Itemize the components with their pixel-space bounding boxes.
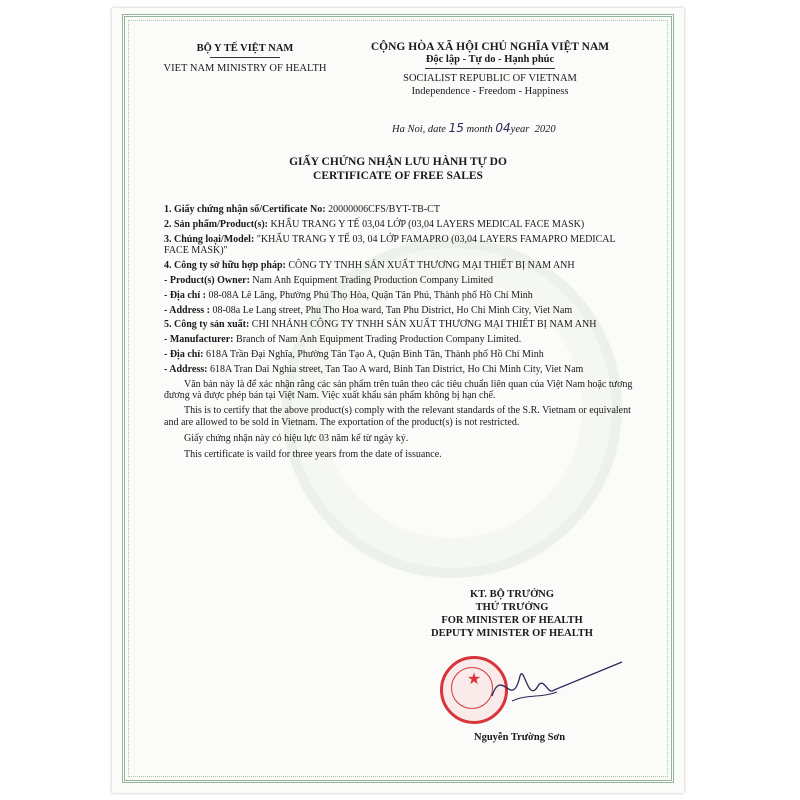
item-label: 4. Công ty sở hữu hợp pháp: [164, 260, 286, 272]
divider [210, 57, 280, 58]
sign-title-en-1: FOR MINISTER OF HEALTH [441, 615, 583, 626]
date-prefix: Ha Noi, date [392, 124, 446, 135]
republic-name-en: SOCIALIST REPUBLIC OF VIETNAM [403, 73, 577, 84]
motto-en: Independence - Freedom - Happiness [411, 85, 569, 97]
item-value: Nam Anh Equipment Trading Production Company Limited [252, 274, 493, 286]
star-icon: ★ [466, 669, 482, 688]
title-en: CERTIFICATE OF FREE SALES [313, 170, 483, 182]
signer-name: Nguyễn Trường Sơn [474, 732, 566, 743]
item-label: 5. Công ty sản xuất: [164, 319, 250, 331]
certificate-item [164, 275, 634, 287]
item-value: 08-08a Le Lang street, Phu Tho Hoa ward, Tan Phu District, Ho Chi Minh City, Viet Nam [212, 304, 573, 316]
certificate-item [164, 219, 634, 231]
item-label: 2. Sản phẩm/Product(s): [164, 218, 268, 230]
certificate-statements [164, 379, 634, 461]
item-label: 3. Chủng loại/Model: [164, 233, 255, 245]
certificate-item [164, 349, 634, 361]
item-label: - Địa chỉ : [164, 289, 206, 301]
date-month-label: month [466, 124, 493, 135]
item-value: Branch of Nam Anh Equipment Trading Production Company Limited. [236, 334, 522, 346]
date-year: 2020 [534, 124, 556, 135]
item-value: 08-08A Lê Lăng, Phường Phú Thọ Hòa, Quận Tân Phú, Thành phố Hồ Chí Minh [208, 289, 533, 301]
handwritten-signature-icon [482, 656, 632, 716]
certificate-item [164, 305, 634, 317]
certificate-item [164, 204, 634, 216]
statement-paragraph: Văn bản này là để xác nhận rằng các sản phẩm trên tuân theo các tiêu chuẩn liên quan của Việt Nam hoặc tương đương và được phép bán tại Việt Nam. Việc xuất khẩu sản phẩm không bị hạn chế. [164, 378, 633, 402]
date-month: 04 [495, 121, 511, 135]
item-value: 618A Tran Dai Nghia street, Tan Tao A ward, Binh Tan District, Ho Chi Minh City, Viet Nam [209, 363, 584, 375]
item-value: KHẨU TRANG Y TẾ 03,04 LỚP (03,04 LAYERS MEDICAL FACE MASK) [270, 218, 585, 230]
title-vi: GIẤY CHỨNG NHẬN LƯU HÀNH TỰ DO [289, 156, 507, 168]
certificate-page [112, 8, 684, 793]
ministry-header [160, 42, 330, 75]
item-label: - Product(s) Owner: [164, 274, 250, 286]
certificate-title [112, 155, 684, 183]
item-label: - Address: [164, 363, 208, 375]
item-value: "KHẨU TRANG Y TẾ 03, 04 LỚP FAMAPRO (03,04 LAYERS FAMAPRO MEDICAL FACE MASK)" [164, 233, 616, 257]
item-label: - Address : [164, 304, 210, 316]
sign-title-en-2: DEPUTY MINISTER OF HEALTH [431, 628, 593, 639]
item-label: 1. Giấy chứng nhận số/Certificate No: [164, 204, 326, 215]
sign-title-vi-2: THỨ TRƯỞNG [475, 602, 549, 613]
item-label: - Manufacturer: [164, 334, 234, 346]
divider [425, 68, 555, 69]
republic-name-vi: CỘNG HÒA XÃ HỘI CHỦ NGHĨA VIỆT NAM [370, 41, 610, 53]
statement-paragraph: Giấy chứng nhận này có hiệu lực 03 năm kể từ ngày ký. [184, 432, 409, 444]
item-value: CHI NHÁNH CÔNG TY TNHH SẢN XUẤT THƯƠNG MẠI THIẾT BỊ NAM ANH [251, 319, 597, 331]
certificate-item [164, 334, 634, 346]
certificate-item [164, 319, 634, 331]
signature-block [412, 588, 612, 640]
item-label: - Địa chỉ: [164, 348, 204, 360]
certificate-item [164, 364, 634, 376]
certificate-item [164, 290, 634, 302]
certificate-item [164, 234, 634, 258]
republic-header [330, 41, 650, 98]
sign-title-vi-1: KT. BỘ TRƯỞNG [469, 589, 555, 600]
statement-paragraph: This certificate is vaild for three years from the date of issuance. [184, 448, 442, 460]
certificate-body [164, 204, 634, 463]
statement-paragraph: This is to certify that the above product(s) comply with the relevant standards of the S.R. Vietnam or equivalent and are allowed to be sold in Vietnam. The exportation of the product(s) is not restricted. [164, 405, 631, 428]
ministry-name-en: VIET NAM MINISTRY OF HEALTH [163, 63, 327, 74]
date-day: 15 [448, 121, 464, 135]
item-value: 618A Trần Đại Nghĩa, Phường Tân Tạo A, Quận Bình Tân, Thành phố Hồ Chí Minh [205, 348, 544, 360]
issue-date [392, 121, 556, 135]
certificate-item [164, 260, 634, 272]
motto-vi: Độc lập - Tự do - Hạnh phúc [425, 53, 555, 65]
ministry-name-vi: BỘ Y TẾ VIỆT NAM [196, 43, 294, 54]
item-value: 20000006CFS/BYT-TB-CT [328, 204, 440, 215]
item-value: CÔNG TY TNHH SẢN XUẤT THƯƠNG MẠI THIẾT BỊ NAM ANH [288, 260, 575, 272]
certificate-items [164, 204, 634, 376]
date-year-label: year [510, 124, 530, 135]
